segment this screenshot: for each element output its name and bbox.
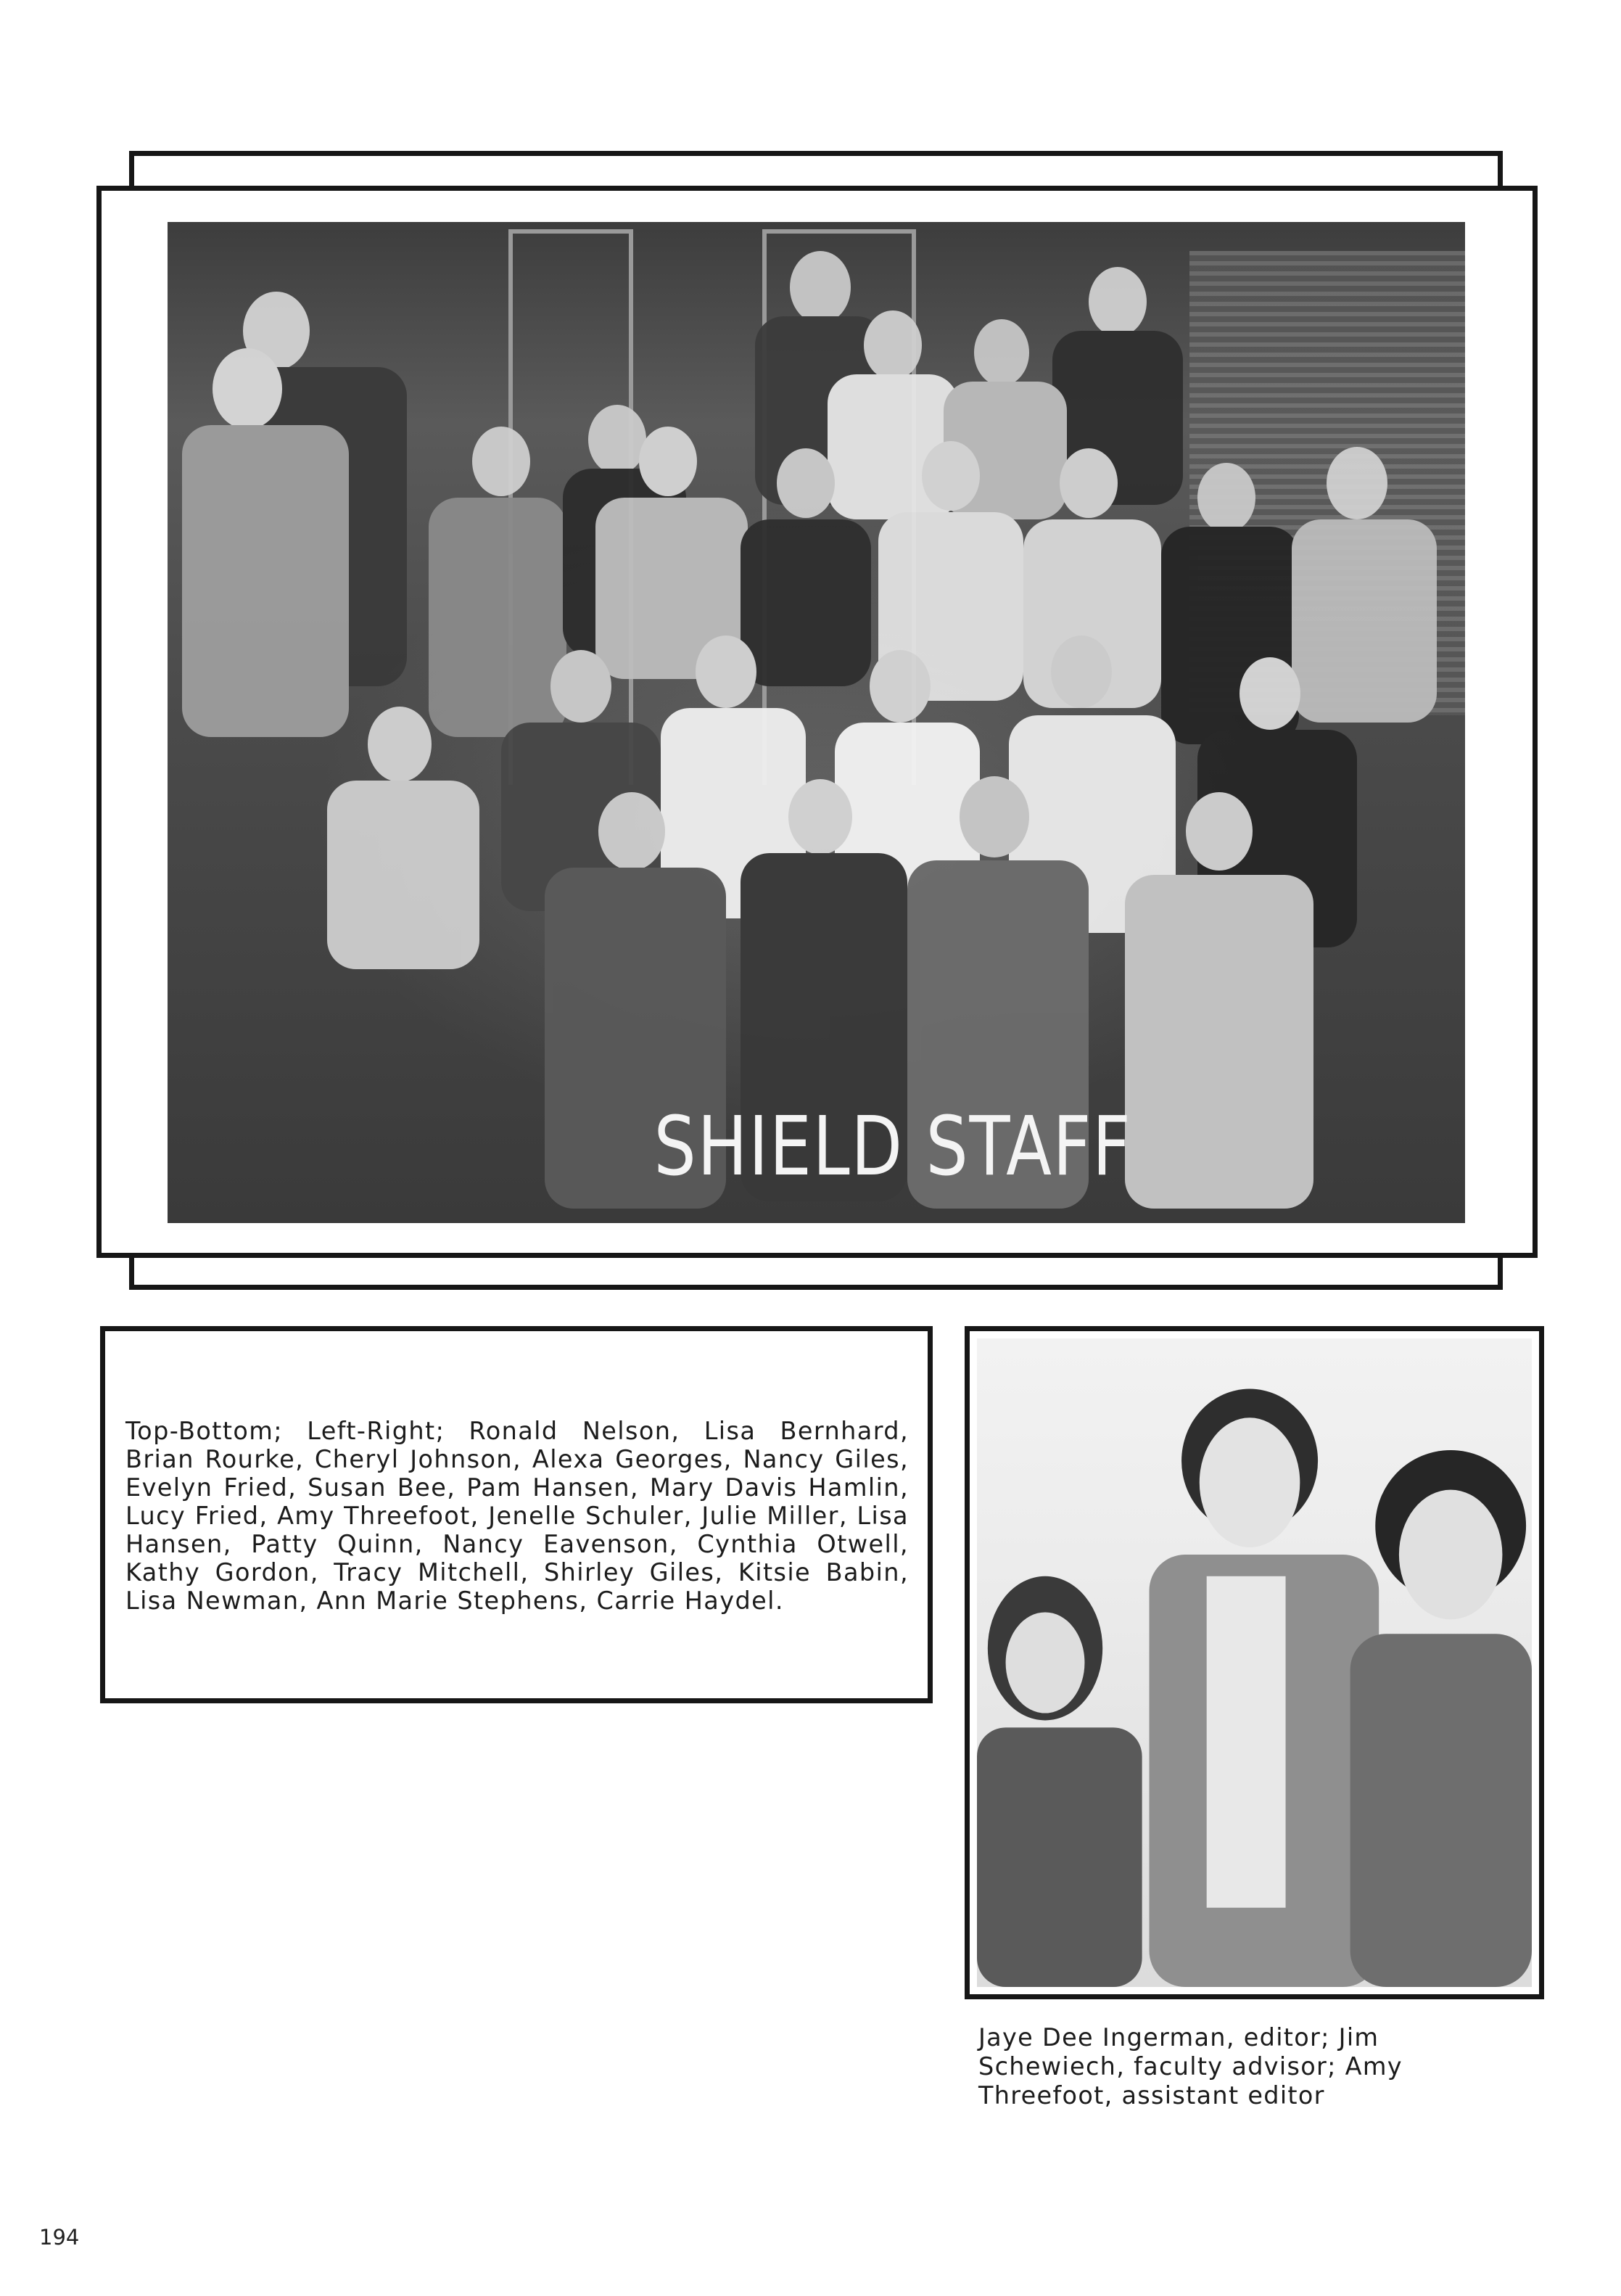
staff-caption-box xyxy=(100,1326,933,1703)
page-number: 194 xyxy=(39,2225,80,2250)
editors-photo-frame xyxy=(965,1326,1544,1999)
editors-caption: Jaye Dee Ingerman, editor; Jim Schewiech, faculty advisor; Amy Threefoot, assistant editor xyxy=(978,2023,1403,2110)
group-photo-title: SHIELD STAFF xyxy=(653,1100,1132,1194)
group-people xyxy=(168,222,1465,1223)
editors-photo xyxy=(977,1338,1532,1987)
editors-people xyxy=(977,1338,1532,1987)
staff-caption-text: Top-Bottom; Left-Right; Ronald Nelson, Lisa Bernhard, Brian Rourke, Cheryl Johnson, Alexa Georges, Nancy Giles, Evelyn Fried, Susan Bee, Pam Hansen, Mary Davis Hamlin, Lucy Fried, Amy Threefoot, Jenelle Schuler, Julie Miller, Lisa Hansen, Patty Quinn, Nancy Eavenson, Cynthia Otwell, Kathy Gordon, Tracy Mitchell, Shirley Giles, Kitsie Babin, Lisa Newman, Ann Marie Stephens, Carrie Haydel. xyxy=(125,1417,909,1615)
group-photo xyxy=(168,222,1465,1223)
